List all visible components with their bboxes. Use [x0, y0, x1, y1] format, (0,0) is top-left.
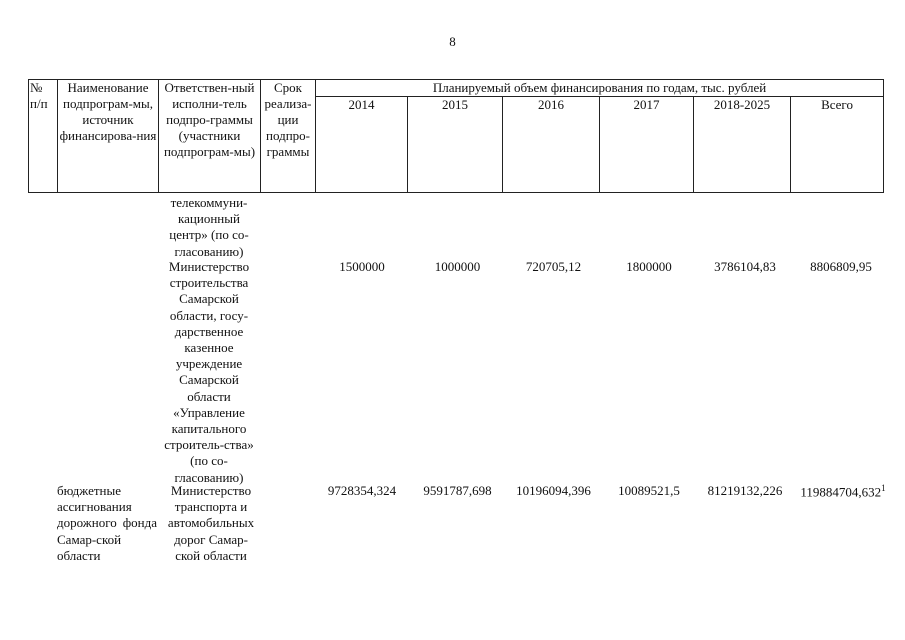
- row3-value-total: [792, 483, 894, 500]
- header-year-2016: 2016: [503, 97, 600, 193]
- row1-responsible: телекоммуни-кационный центр» (по со-гласованию): [169, 195, 249, 259]
- header-col-name: Наименование подпрограм-мы, источник финансирова-ния: [58, 80, 159, 193]
- row2-responsible: Министерство строительства Самарской области, госу-дарственное казенное учреждение Самарской области «Управление капитального строитель-ства» (по со-гласованию): [164, 259, 254, 485]
- row3-total-footnote: 1: [881, 483, 886, 493]
- header-year-2014: 2014: [316, 97, 408, 193]
- header-year-2017: 2017: [600, 97, 694, 193]
- row3-value-2018-2025: 81219132,226: [707, 483, 783, 498]
- row3-value-2017: 10089521,5: [618, 483, 680, 498]
- row2-value-2017: 1800000: [626, 259, 672, 274]
- header-year-2018-2025: 2018-2025: [694, 97, 791, 193]
- header-year-2015: 2015: [408, 97, 503, 193]
- row2-value-2014: 1500000: [339, 259, 385, 274]
- row3-source: бюджетные ассигнования дорожного фонда Самар-ской области: [57, 483, 157, 563]
- row2-value-2015: 1000000: [434, 259, 481, 274]
- page-number: 8: [449, 34, 456, 49]
- row3-responsible: Министерство транспорта и автомобильных дорог Самар-ской области: [167, 483, 255, 563]
- header-col-term: Срок реализа-ции подпро-граммы: [261, 80, 316, 193]
- row3-value-2016: 10196094,396: [516, 483, 591, 498]
- header-col-number: № п/п: [29, 80, 58, 193]
- header-col-responsible: Ответствен-ный исполни-тель подпро-граммы (участники подпрограм-мы): [159, 80, 261, 193]
- row2-value-2018-2025: 3786104,83: [714, 259, 776, 274]
- row2-value-total: 8806809,95: [810, 259, 872, 274]
- row2-value-2016: 720705,12: [525, 259, 582, 274]
- header-year-total: Всего: [791, 97, 884, 193]
- row3-value-2015: 9591787,698: [423, 483, 492, 498]
- row3-value-2014: 9728354,324: [327, 483, 397, 498]
- funding-table-header: [28, 79, 884, 193]
- header-funding-title: Планируемый объем финансирования по годам, тыс. рублей: [316, 80, 884, 97]
- row3-total-number: 119884704,632: [800, 484, 882, 500]
